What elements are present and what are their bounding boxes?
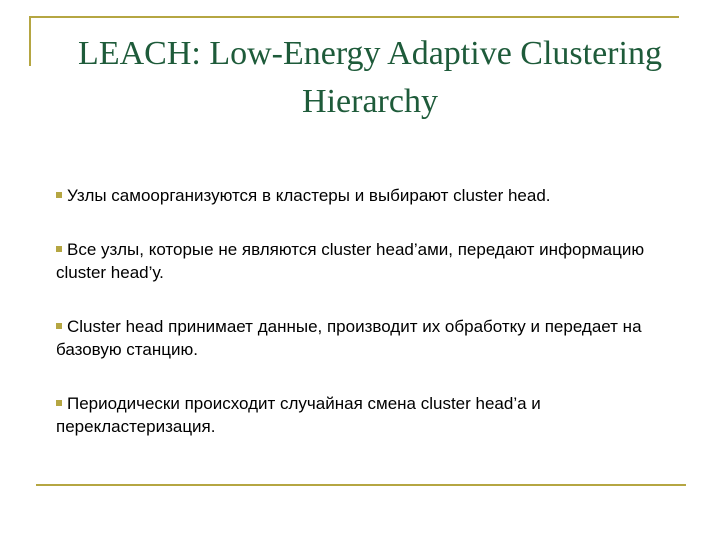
left-decorative-line [29,16,31,66]
square-bullet-icon [56,400,62,406]
bullet-text: Периодически происходит случайная смена cluster head’а и перекластеризация. [56,394,541,436]
bottom-decorative-line [36,484,686,486]
square-bullet-icon [56,246,62,252]
bullet-item [56,238,696,284]
bullet-item [56,315,696,361]
title-line-1: LEACH: Low-Energy Adaptive Clustering [78,35,662,72]
bullet-text: Узлы самоорганизуются в кластеры и выбирают cluster head. [67,186,551,205]
slide-title [40,30,700,126]
bullet-text: Cluster head принимает данные, производит их обработку и передает на базовую станцию. [56,317,642,359]
title-line-2: Hierarchy [302,83,438,120]
top-decorative-line [29,16,679,18]
square-bullet-icon [56,192,62,198]
bullet-list [56,184,696,469]
bullet-item [56,392,696,438]
bullet-text: Все узлы, которые не являются cluster head’ами, передают информацию cluster head’у. [56,240,645,282]
square-bullet-icon [56,323,62,329]
bullet-item [56,184,696,207]
